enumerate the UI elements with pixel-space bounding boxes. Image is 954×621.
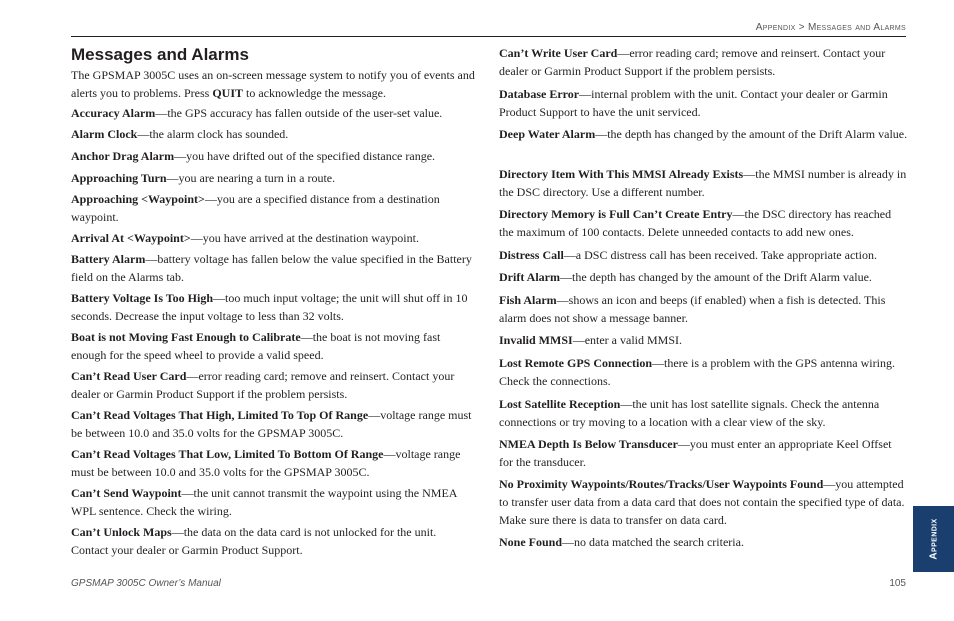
message-term: Lost Satellite Reception [499,397,621,411]
message-entry [71,125,288,143]
message-term: No Proximity Waypoints/Routes/Tracks/User Waypoints Found [499,477,824,491]
message-description: —you attempted to transfer user data from a data card that does not contain the specified type of data. Make sure there is data to transfer on data card. [499,477,905,527]
message-term: Approaching Turn [71,171,167,185]
header-separator: > [798,22,805,33]
header-subsection: Messages and Alarms [807,22,906,33]
message-term: Alarm Clock [71,127,138,141]
message-term: Can’t Read User Card [71,369,187,383]
message-description: —the alarm clock has sounded. [137,127,289,141]
message-entry [499,268,872,286]
message-term: Distress Call [499,248,564,262]
message-term: Boat is not Moving Fast Enough to Calibrate [71,330,301,344]
header-rule [71,36,906,37]
message-entry [499,125,907,143]
message-term: Deep Water Alarm [499,127,596,141]
message-entry [71,406,475,442]
footer-manual-title: GPSMAP 3005C Owner’s Manual [71,578,221,589]
message-description: —you must enter an appropriate Keel Offset for the transducer. [499,437,892,469]
message-entry [499,533,744,551]
message-term: Anchor Drag Alarm [71,149,175,163]
message-term: Can’t Write User Card [499,46,618,60]
message-term: NMEA Depth Is Below Transducer [499,437,678,451]
message-entry [71,445,475,481]
message-entry [499,44,908,80]
message-entry [499,246,877,264]
message-term: Database Error [499,87,580,101]
page-number: 105 [889,578,906,589]
message-description: —error reading card; remove and reinsert. Contact your dealer or Garmin Product Support if the problem persists. [499,46,886,78]
message-term: Arrival At <Waypoint> [71,231,191,245]
message-term: Can’t Read Voltages That High, Limited To Top Of Range [71,408,369,422]
message-entry [71,328,475,364]
message-term: Can’t Read Voltages That Low, Limited To Bottom Of Range [71,447,384,461]
message-term: Can’t Unlock Maps [71,525,172,539]
message-entry [71,367,475,403]
message-term: Fish Alarm [499,293,557,307]
message-description: —the depth has changed by the amount of the Drift Alarm value. [595,127,908,141]
message-description: —you have arrived at the destination waypoint. [190,231,419,245]
message-entry [71,250,475,286]
message-entry [499,205,908,241]
message-term: Invalid MMSI [499,333,573,347]
message-description: —you are nearing a turn in a route. [166,171,336,185]
message-entry [71,229,419,247]
header-section: Appendix [755,22,796,33]
message-entry [499,354,908,390]
message-description: —shows an icon and beeps (if enabled) when a fish is detected. This alarm does not show a message banner. [499,293,886,325]
message-entry [499,85,908,121]
message-description: —the GPS accuracy has fallen outside of the user-set value. [155,106,443,120]
message-description: —the MMSI number is already in the DSC directory. Use a different number. [499,167,907,199]
message-term: Accuracy Alarm [71,106,156,120]
message-entry [499,395,908,431]
appendix-side-tab [913,506,954,572]
message-description: —voltage range must be between 10.0 and 35.0 volts for the GPSMAP 3005C. [71,408,472,440]
message-entry [71,104,442,122]
message-term: Drift Alarm [499,270,560,284]
message-entry [499,291,908,327]
message-description: —there is a problem with the GPS antenna wiring. Check the connections. [499,356,895,388]
intro-text-before: The GPSMAP 3005C uses an on-screen message system to notify you of events and alerts you to problems. Press [71,68,475,100]
quit-key: QUIT [212,86,244,100]
message-term: Battery Alarm [71,252,146,266]
message-entry [71,147,435,165]
intro-text-after: to acknowledge the message. [243,86,386,100]
message-description: —too much input voltage; the unit will shut off in 10 seconds. Decrease the input voltage to less than 32 volts. [71,291,468,323]
message-description: —a DSC distress call has been received. Take appropriate action. [563,248,877,262]
message-entry [499,331,682,349]
message-term: Directory Memory is Full Can’t Create Entry [499,207,733,221]
message-description: —the DSC directory has reached the maximum of 100 contacts. Delete unneeded contacts to add new ones. [499,207,892,239]
message-term: None Found [499,535,563,549]
message-description: —internal problem with the unit. Contact your dealer or Garmin Product Support to have the unit serviced. [499,87,888,119]
intro-paragraph [71,66,475,102]
message-term: Directory Item With This MMSI Already Exists [499,167,744,181]
message-description: —enter a valid MMSI. [572,333,682,347]
message-term: Can’t Send Waypoint [71,486,182,500]
message-term: Approaching <Waypoint> [71,192,205,206]
message-description: —the boat is not moving fast enough for the speed wheel to provide a valid speed. [71,330,441,362]
message-entry [71,190,475,226]
message-description: —the unit has lost satellite signals. Check the antenna connections or try moving to a location with a clear view of the sky. [499,397,880,429]
message-entry [71,484,475,520]
message-description: —you are a specified distance from a destination waypoint. [71,192,440,224]
message-entry [71,523,475,559]
message-entry [71,169,335,187]
running-header [756,22,906,33]
message-entry [71,289,475,325]
message-description: —the depth has changed by the amount of the Drift Alarm value. [559,270,872,284]
message-entry [499,475,908,529]
message-description: —battery voltage has fallen below the value specified in the Battery field on the Alarms tab. [71,252,472,284]
message-description: —voltage range must be between 10.0 and 35.0 volts for the GPSMAP 3005C. [71,447,461,479]
message-description: —error reading card; remove and reinsert. Contact your dealer or Garmin Product Support if the problem persists. [71,369,455,401]
page-title: Messages and Alarms [71,45,249,64]
message-term: Lost Remote GPS Connection [499,356,652,370]
message-description: —you have drifted out of the specified distance range. [174,149,436,163]
message-term: Battery Voltage Is Too High [71,291,214,305]
message-description: —no data matched the search criteria. [562,535,744,549]
message-description: —the unit cannot transmit the waypoint using the NMEA WPL sentence. Check the wiring. [71,486,457,518]
message-description: —the data on the data card is not unlocked for the unit. Contact your dealer or Garmin Product Support. [71,525,437,557]
message-entry [499,435,908,471]
message-entry [499,165,908,201]
side-tab-label: Appendix [928,518,939,560]
